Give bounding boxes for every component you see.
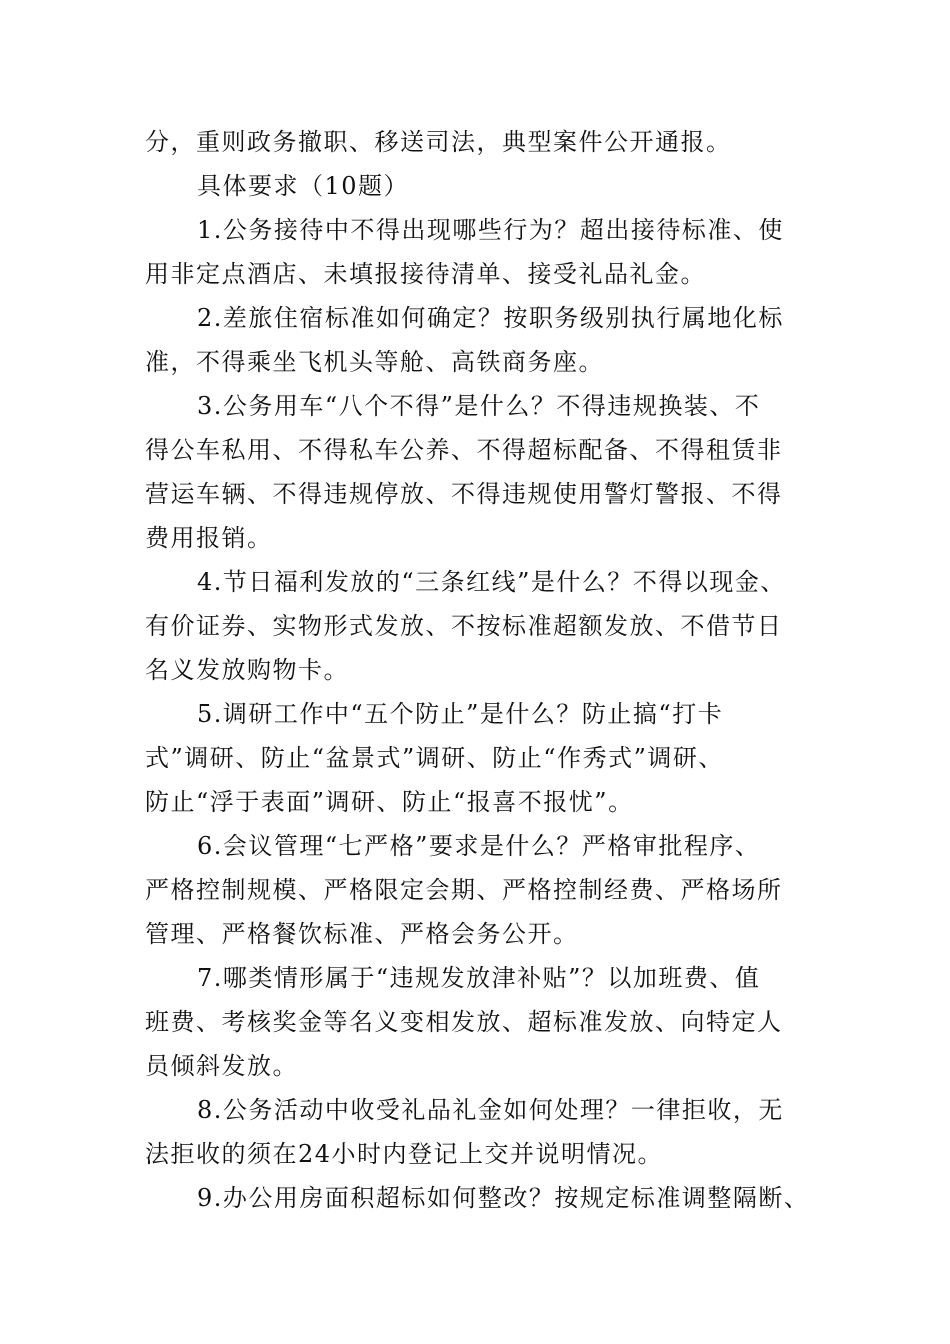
question-8-line-2: 法拒收的须在24小时内登记上交并说明情况。 [145,1140,664,1168]
question-6-line-3: 管理、严格餐饮标准、严格会务公开。 [145,920,579,948]
question-7-line-3: 员倾斜发放。 [145,1052,298,1080]
question-4-line-2: 有价证券、实物形式发放、不按标准超额发放、不借节日 [145,612,783,640]
question-3-line-2: 得公车私用、不得私车公养、不得超标配备、不得租赁非 [145,436,783,464]
question-3-line-1: 3.公务用车“八个不得”是什么？不得违规换装、不 [197,392,761,420]
question-1-line-2: 用非定点酒店、未填报接待清单、接受礼品礼金。 [145,260,706,288]
question-9-line-1: 9.办公用房面积超标如何整改？按规定标准调整隔断、 [197,1184,810,1212]
question-4-line-3: 名义发放购物卡。 [145,656,349,684]
question-4-line-1: 4.节日福利发放的“三条红线”是什么？不得以现金、 [197,568,786,596]
question-1-line-1: 1.公务接待中不得出现哪些行为？超出接待标准、使 [197,216,784,244]
question-5-line-1: 5.调研工作中“五个防止”是什么？防止搞“打卡 [197,700,724,728]
text-line: 分，重则政务撤职、移送司法，典型案件公开通报。 [145,128,732,156]
question-7-line-1: 7.哪类情形属于“违规发放津补贴”？以加班费、值 [197,964,761,992]
question-7-line-2: 班费、考核奖金等名义变相发放、超标准发放、向特定人 [145,1008,783,1036]
question-2-line-2: 准，不得乘坐飞机头等舱、高铁商务座。 [145,348,604,376]
document-body [145,122,810,1222]
question-5-line-2: 式”调研、防止“盆景式”调研、防止“作秀式”调研、 [145,744,724,772]
question-8-line-1: 8.公务活动中收受礼品礼金如何处理？一律拒收，无 [197,1096,784,1124]
question-6-line-1: 6.会议管理“七严格”要求是什么？严格审批程序、 [197,832,761,860]
question-3-line-4: 费用报销。 [145,524,273,552]
question-3-line-3: 营运车辆、不得违规停放、不得违规使用警灯警报、不得 [145,480,783,508]
question-2-line-1: 2.差旅住宿标准如何确定？按职务级别执行属地化标 [197,304,784,332]
question-5-line-3: 防止“浮于表面”调研、防止“报喜不报忧”。 [145,788,634,816]
question-6-line-2: 严格控制规模、严格限定会期、严格控制经费、严格场所 [145,876,783,904]
section-heading: 具体要求（10题） [197,172,410,200]
